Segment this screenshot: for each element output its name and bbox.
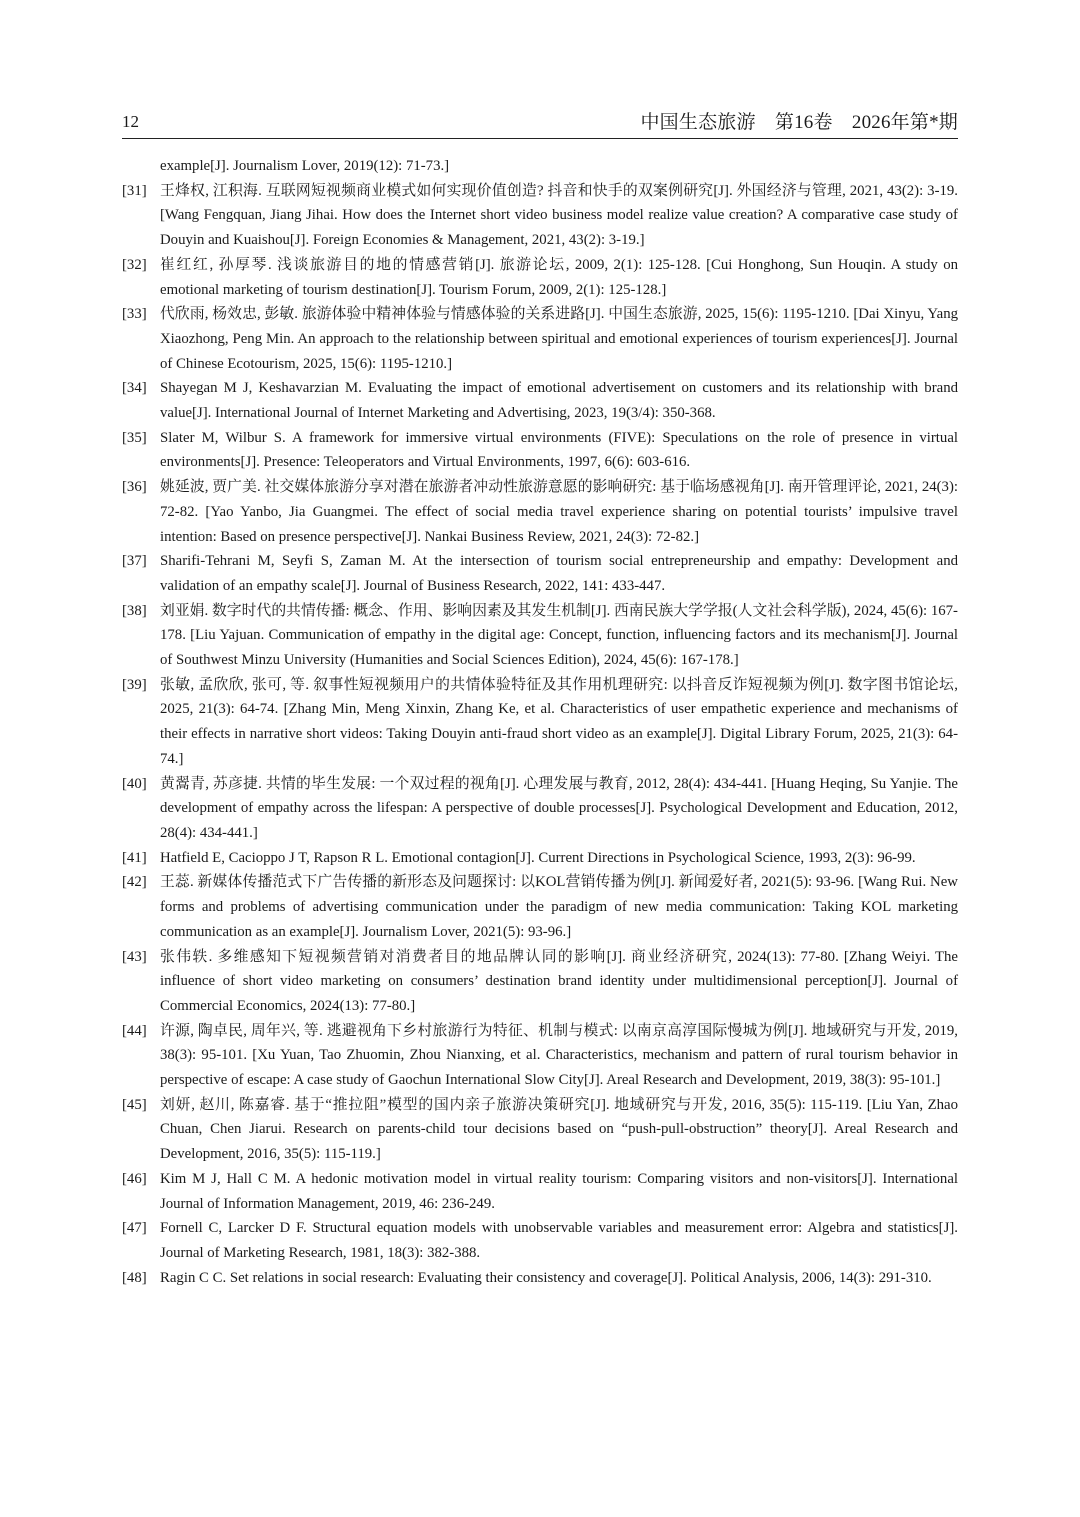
reference-text: 张伟轶. 多维感知下短视频营销对消费者目的地品牌认同的影响[J]. 商业经济研究, 2024(13): 77-80. [Zhang Weiyi. The influence of short video marketing on consumers’ destination brand identity under multidimensional perception[J]. Journal of Commercial Economics, 2024(13): 77-80.] [160,948,958,1014]
reference-text: Sharifi-Tehrani M, Seyfi S, Zaman M. At the intersection of tourism social entrepreneurship and empathy: Development and validation of an empathy scale[J]. Journal of Business Research, 2022, 141: 433-447. [160,553,958,594]
page-number: 12 [122,112,139,131]
reference-number: [43] [122,948,147,965]
reference-text: Kim M J, Hall C M. A hedonic motivation model in virtual reality tourism: Comparing visitors and non-visitors[J]. International Journal of Information Management, 2019, 46: 236-249. [160,1170,958,1212]
reference-item [122,945,958,1019]
reference-text: 黄翯青, 苏彦捷. 共情的毕生发展: 一个双过程的视角[J]. 心理发展与教育, 2012, 28(4): 434-441. [Huang Heqing, Su Yanjie. The development of empathy across the lifespan: A perspective of double processes[J]. Psychological Development and Education, 2012, 28(4): 434-441.] [160,775,958,841]
reference-text: 王蕊. 新媒体传播范式下广告传播的新形态及问题探讨: 以KOL营销传播为例[J]. 新闻爱好者, 2021(5): 93-96. [Wang Rui. New forms and problems of advertising communication under the paradigm of new media communication: Taking KOL marketing communication as an example[J]. Journalism Lover, 2021(5): 93-96.] [160,874,958,940]
reference-item [122,549,958,598]
page-header [122,106,958,136]
reference-item [122,1093,958,1167]
journal-title: 中国生态旅游 第16卷 2026年第*期 [640,112,958,133]
reference-continuation: example[J]. Journalism Lover, 2019(12): 71-73.] [160,158,450,174]
reference-text: 刘妍, 赵川, 陈嘉睿. 基于“推拉阻”模型的国内亲子旅游决策研究[J]. 地域研究与开发, 2016, 35(5): 115-119. [Liu Yan, Zhao Chuan, Chen Jiarui. Research on parents-child tour decisions based on “push-pull-obstruction” theory[J]. Areal Research and Development, 2016, 35(5): 115-119.] [160,1096,958,1163]
reference-number: [42] [122,874,147,891]
reference-item [122,1167,958,1216]
reference-number: [32] [122,256,147,273]
reference-number: [35] [122,429,147,446]
reference-number: [38] [122,602,147,619]
reference-item [122,1266,958,1291]
reference-number: [37] [122,553,147,570]
reference-text: Shayegan M J, Keshavarzian M. Evaluating the impact of emotional advertisement on customers and its relationship with brand value[J]. International Journal of Internet Marketing and Advertising, 2023, 19(3/4): 350-368. [160,380,958,422]
header-rule [122,138,958,139]
reference-item [122,1019,958,1093]
reference-number: [47] [122,1220,147,1237]
reference-number: [41] [122,849,147,866]
reference-text: 王烽权, 江积海. 互联网短视频商业模式如何实现价值创造? 抖音和快手的双案例研究[J]. 外国经济与管理, 2021, 43(2): 3-19. [Wang Fengquan, Jiang Jihai. How does the Internet short video business model realize value creation? A comparative case study of Douyin and Kuaishou[J]. Foreign Economies & Management, 2021, 43(2): 3-19.] [160,182,958,249]
reference-text: 代欣雨, 杨效忠, 彭敏. 旅游体验中精神体验与情感体验的关系进路[J]. 中国生态旅游, 2025, 15(6): 1195-1210. [Dai Xinyu, Yang Xiaozhong, Peng Min. An approach to the relationship between spiritual and emotional experiences of tourism experiences[J]. Journal of Chinese Ecotourism, 2025, 15(6): 1195-1210.] [160,306,958,372]
reference-number: [48] [122,1269,147,1286]
reference-item [122,870,958,944]
reference-text: 姚延波, 贾广美. 社交媒体旅游分享对潜在旅游者冲动性旅游意愿的影响研究: 基于临场感视角[J]. 南开管理评论, 2021, 24(3): 72-82. [Yao Yanbo, Jia Guangmei. The effect of social media travel experience sharing on potential tourists’ impulsive travel intention: Based on presence perspective[J]. Nankai Business Review, 2021, 24(3): 72-82.] [160,479,958,545]
reference-number: [46] [122,1170,147,1187]
reference-item [122,253,958,302]
reference-number: [44] [122,1022,147,1039]
reference-text: 张敏, 孟欣欣, 张可, 等. 叙事性短视频用户的共情体验特征及其作用机理研究: 以抖音反诈短视频为例[J]. 数字图书馆论坛, 2025, 21(3): 64-74. [Zhang Min, Meng Xinxin, Zhang Ke, et al. Characteristics of user empathetic experience and mechanisms of their effects in narrative short videos: Taking Douyin anti-fraud short video as an example[J]. Digital Library Forum, 2025, 21(3): 64-74.] [160,676,958,767]
reference-number: [45] [122,1096,147,1113]
reference-item [122,772,958,846]
reference-text: 刘亚娟. 数字时代的共情传播: 概念、作用、影响因素及其发生机制[J]. 西南民族大学学报(人文社会科学版), 2024, 45(6): 167-178. [Liu Yajuan. Communication of empathy in the digital age: Concept, function, influencing factors and its mechanism[J]. Journal of Southwest Minzu University (Humanities and Social Sciences Edition), 2024, 45(6): 167-178.] [160,602,958,669]
reference-list [122,154,958,1290]
reference-item [122,179,958,253]
reference-number: [40] [122,775,147,792]
reference-text: 崔红红, 孙厚琴. 浅谈旅游目的地的情感营销[J]. 旅游论坛, 2009, 2(1): 125-128. [Cui Honghong, Sun Houqin. A study on emotional marketing of tourism destination[J]. Tourism Forum, 2009, 2(1): 125-128.] [160,256,958,298]
reference-item [122,302,958,376]
reference-number: [31] [122,182,147,199]
reference-text: Hatfield E, Cacioppo J T, Rapson R L. Emotional contagion[J]. Current Directions in Psychological Science, 1993, 2(3): 96-99. [160,849,916,866]
reference-number: [33] [122,306,147,323]
reference-item [122,475,958,549]
reference-number: [39] [122,676,147,693]
reference-number: [36] [122,479,147,496]
reference-item [122,1216,958,1265]
reference-item [122,376,958,425]
reference-text: Fornell C, Larcker D F. Structural equation models with unobservable variables and measurement error: Algebra and statistics[J]. Journal of Marketing Research, 1981, 18(3): 382-388. [160,1220,958,1261]
reference-text: 许源, 陶卓民, 周年兴, 等. 逃避视角下乡村旅游行为特征、机制与模式: 以南京高淳国际慢城为例[J]. 地域研究与开发, 2019, 38(3): 95-101. [Xu Yuan, Tao Zhuomin, Zhou Nianxing, et al. Characteristics, mechanism and pattern of rural tourism behavior in perspective of escape: A case study of Gaochun International Slow City[J]. Areal Research and Development, 2019, 38(3): 95-101.] [160,1022,958,1089]
reference-number: [34] [122,380,147,397]
reference-item [122,599,958,673]
reference-item [122,846,958,871]
reference-text: Ragin C C. Set relations in social research: Evaluating their consistency and coverage[J]. Political Analysis, 2006, 14(3): 291-310. [160,1269,932,1286]
reference-item [122,426,958,475]
reference-text: Slater M, Wilbur S. A framework for immersive virtual environments (FIVE): Speculations on the role of presence in virtual environments[J]. Presence: Teleoperators and Virtual Environments, 1997, 6(6): 603-616. [160,429,958,471]
reference-item [122,673,958,772]
